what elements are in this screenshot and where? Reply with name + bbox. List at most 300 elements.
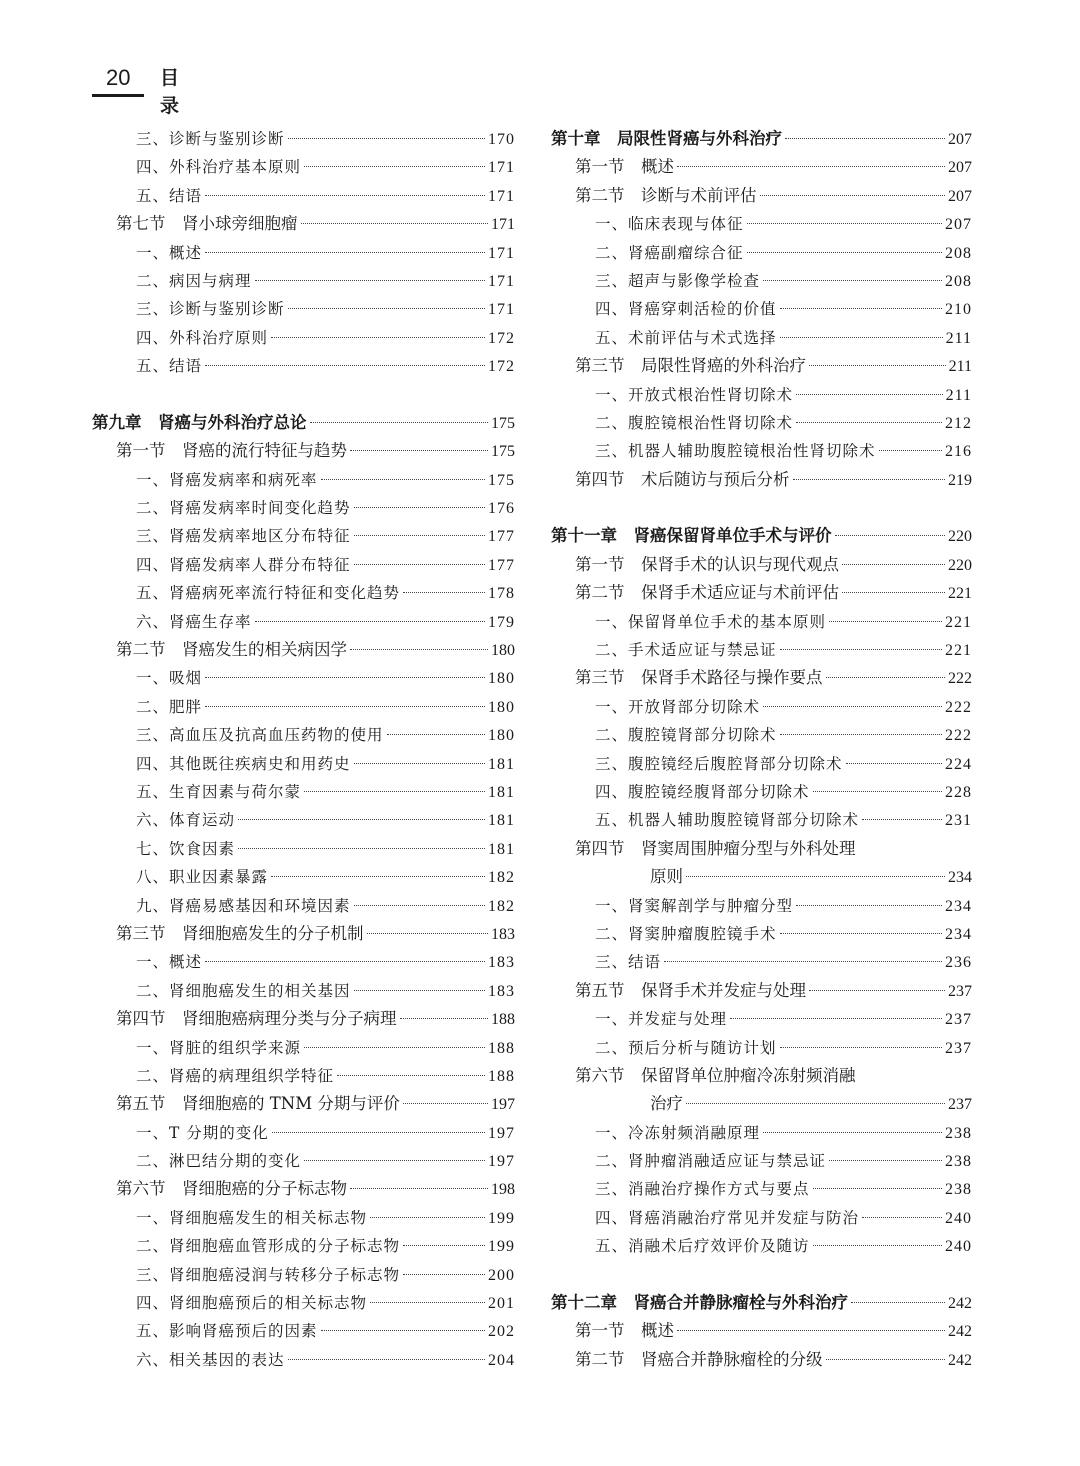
toc-entry-title: 第一节 概述 <box>575 1321 674 1341</box>
toc-page-number: 210 <box>945 301 972 319</box>
toc-item-entry <box>92 267 515 295</box>
toc-entry-title: 一、保留肾单位手术的基本原则 <box>595 612 827 631</box>
toc-page-number: 202 <box>488 1323 515 1341</box>
toc-page-number: 220 <box>948 528 972 546</box>
toc-page-number: 188 <box>491 1011 515 1029</box>
dot-leader <box>763 706 942 707</box>
dot-leader <box>793 479 946 480</box>
toc-item-entry <box>92 948 515 976</box>
toc-item-entry <box>92 693 515 721</box>
toc-page-number: 171 <box>488 301 515 319</box>
toc-entry-title: 二、病因与病理 <box>136 271 252 290</box>
toc-page-number: 238 <box>945 1124 972 1142</box>
dot-leader <box>846 763 942 764</box>
toc-entry-title: 三、诊断与鉴别诊断 <box>136 130 285 148</box>
dot-leader <box>730 1018 942 1019</box>
toc-item-entry <box>551 267 972 295</box>
toc-item-entry <box>92 835 515 863</box>
toc-page-number: 231 <box>945 812 972 830</box>
toc-item-entry <box>92 1317 515 1345</box>
toc-entry-title: 五、术前评估与术式选择 <box>595 328 777 347</box>
toc-section-entry <box>92 437 515 465</box>
toc-entry-title: 一、肾窦解剖学与肿瘤分型 <box>595 896 794 915</box>
toc-entry-title: 三、腹腔镜经后腹腔肾部分切除术 <box>595 754 843 773</box>
toc-entry-title: 二、手术适应证与禁忌证 <box>595 641 777 660</box>
toc-entry-title: 二、肾细胞癌发生的相关基因 <box>136 981 351 1000</box>
toc-section-entry <box>92 210 515 238</box>
dot-leader <box>780 337 943 338</box>
dot-leader <box>370 1217 485 1218</box>
toc-item-entry <box>551 778 972 806</box>
toc-entry-title: 第十章 局限性肾癌与外科治疗 <box>551 129 782 148</box>
dot-leader <box>370 1302 485 1303</box>
toc-item-entry <box>551 239 972 267</box>
toc-section-entry <box>551 551 972 579</box>
toc-cont-entry <box>551 1090 972 1118</box>
dot-leader <box>400 1018 489 1019</box>
toc-item-entry <box>551 636 972 664</box>
toc-page-number: 183 <box>488 954 515 972</box>
toc-page-number: 171 <box>488 159 515 177</box>
toc-entry-title: 一、概述 <box>136 243 203 262</box>
toc-page-number: 240 <box>945 1209 972 1227</box>
toc-section-entry <box>92 1005 515 1033</box>
dot-leader <box>780 933 942 934</box>
toc-page-number: 197 <box>488 1124 515 1142</box>
dot-leader <box>780 1047 942 1048</box>
toc-entry-title: 一、开放式根治性肾切除术 <box>595 385 794 404</box>
toc-entry-title: 四、腹腔镜经腹肾部分切除术 <box>595 782 810 801</box>
toc-entry-title: 二、肥胖 <box>136 697 203 716</box>
dot-leader <box>354 564 485 565</box>
toc-item-entry <box>92 466 515 494</box>
toc-item-entry <box>92 806 515 834</box>
toc-entry-title: 第九章 肾癌与外科治疗总论 <box>92 412 307 432</box>
dot-leader <box>321 479 485 480</box>
dot-leader <box>796 394 943 395</box>
toc-page-number: 177 <box>488 556 515 574</box>
dot-leader <box>403 1245 485 1246</box>
toc-page-number: 178 <box>488 585 515 603</box>
toc-page-number: 242 <box>948 1323 972 1341</box>
dot-leader <box>288 1359 485 1360</box>
toc-page-number: 175 <box>491 443 515 461</box>
toc-item-entry <box>551 1119 972 1147</box>
dot-leader <box>205 365 485 366</box>
toc-page-number: 179 <box>488 613 515 631</box>
toc-entry-title: 一、肾细胞癌发生的相关标志物 <box>136 1208 368 1227</box>
toc-page-number: 198 <box>491 1181 515 1199</box>
toc-cont-entry <box>551 863 972 891</box>
toc-entry-title: 四、肾癌发病率人群分布特征 <box>136 555 351 574</box>
dot-leader <box>763 280 942 281</box>
toc-page-number: 177 <box>488 528 515 546</box>
dot-leader <box>403 592 485 593</box>
toc-page-number: 188 <box>488 1039 515 1057</box>
dot-leader <box>310 422 489 423</box>
dot-leader <box>760 195 946 196</box>
toc-entry-title: 五、生育因素与荷尔蒙 <box>136 782 302 801</box>
dot-leader <box>780 308 942 309</box>
dot-leader <box>403 1274 485 1275</box>
toc-chapter-entry <box>92 409 515 437</box>
toc-entry-title: 第一节 保肾手术的认识与现代观点 <box>575 554 839 574</box>
dot-leader <box>842 564 945 565</box>
toc-item-entry <box>551 750 972 778</box>
toc-item-entry <box>551 381 972 409</box>
toc-entry-title: 五、肾癌病死率流行特征和变化趋势 <box>136 584 401 603</box>
toc-entry-title: 一、并发症与处理 <box>595 1010 728 1029</box>
toc-section-entry <box>551 466 972 494</box>
toc-entry-title: 三、机器人辅助腹腔镜根治性肾切除术 <box>595 442 876 461</box>
toc-spacer <box>551 494 972 522</box>
dot-leader <box>304 1047 485 1048</box>
toc-item-entry <box>92 721 515 749</box>
dot-leader <box>677 1330 945 1331</box>
toc-item-entry <box>92 295 515 323</box>
toc-page-number: 180 <box>491 642 515 660</box>
toc-item-entry <box>92 1289 515 1317</box>
toc-page-number: 234 <box>945 925 972 943</box>
toc-item-entry <box>551 806 972 834</box>
toc-page-number: 180 <box>488 670 515 688</box>
toc-item-entry <box>92 182 515 210</box>
toc-item-entry <box>551 1005 972 1033</box>
dot-leader <box>686 1103 945 1104</box>
toc-page-number: 181 <box>488 755 515 773</box>
toc-page-number: 181 <box>488 840 515 858</box>
toc-page-number: 234 <box>948 869 972 887</box>
dot-leader <box>796 422 942 423</box>
dot-leader <box>826 1359 946 1360</box>
toc-page-number: 197 <box>488 1153 515 1171</box>
toc-item-entry <box>551 409 972 437</box>
toc-entry-title: 一、肾脏的组织学来源 <box>136 1038 302 1057</box>
dot-leader <box>851 1302 945 1303</box>
dot-leader <box>829 1160 942 1161</box>
toc-page-number: 197 <box>491 1096 515 1114</box>
toc-section-entry <box>551 182 972 210</box>
toc-page-number: 211 <box>945 329 972 347</box>
toc-page-number: 221 <box>945 613 972 631</box>
dot-leader <box>354 535 485 536</box>
toc-item-entry <box>92 1346 515 1374</box>
toc-entry-title: 三、结语 <box>595 953 662 972</box>
toc-page-number: 219 <box>948 471 972 489</box>
toc-item-entry <box>551 1204 972 1232</box>
dot-leader <box>829 621 942 622</box>
toc-entry-title: 六、体育运动 <box>136 811 236 830</box>
toc-section-entry <box>551 352 972 380</box>
toc-page-number: 181 <box>488 812 515 830</box>
toc-item-entry <box>551 693 972 721</box>
toc-page-number: 211 <box>948 358 972 376</box>
dot-leader <box>238 819 485 820</box>
dot-leader <box>367 933 489 934</box>
dot-leader <box>862 1217 942 1218</box>
toc-page-number: 181 <box>488 783 515 801</box>
toc-item-entry <box>551 721 972 749</box>
toc-entry-title: 二、预后分析与随访计划 <box>595 1038 777 1057</box>
toc-entry-title: 二、肾细胞癌血管形成的分子标志物 <box>136 1237 401 1256</box>
toc-entry-title: 二、肾癌的病理组织学特征 <box>136 1066 335 1085</box>
toc-item-entry <box>551 295 972 323</box>
toc-page-number: 199 <box>488 1209 515 1227</box>
dot-leader <box>813 1188 942 1189</box>
dot-leader <box>354 763 485 764</box>
dot-leader <box>272 1132 485 1133</box>
toc-page-number: 175 <box>488 471 515 489</box>
toc-item-entry <box>92 664 515 692</box>
page-number: 20 <box>106 65 131 90</box>
toc-page-number: 207 <box>948 159 972 177</box>
toc-entry-title: 二、肾肿瘤消融适应证与禁忌证 <box>595 1152 827 1171</box>
toc-page-number: 171 <box>488 244 515 262</box>
dot-leader <box>780 649 942 650</box>
toc-entry-title: 第六节 肾细胞癌的分子标志物 <box>116 1179 347 1199</box>
dot-leader <box>826 677 946 678</box>
dot-leader <box>350 450 488 451</box>
toc-item-entry <box>92 750 515 778</box>
toc-entry-title: 原则 <box>650 867 683 887</box>
toc-page-number: 211 <box>945 386 972 404</box>
toc-page-number: 208 <box>945 272 972 290</box>
toc-item-entry <box>551 1147 972 1175</box>
toc-page-number: 175 <box>491 414 515 432</box>
toc-entry-title: 第四节 肾窦周围肿瘤分型与外科处理 <box>575 838 856 858</box>
toc-page-number: 207 <box>948 187 972 205</box>
toc-item-entry <box>551 608 972 636</box>
dot-leader <box>862 819 942 820</box>
toc-entry-title: 一、吸烟 <box>136 669 203 688</box>
dot-leader <box>205 706 485 707</box>
dot-leader <box>354 905 485 906</box>
toc-chapter-entry <box>551 1289 972 1317</box>
toc-page-number: 237 <box>948 982 972 1000</box>
toc-item-entry <box>92 1034 515 1062</box>
toc-item-entry <box>92 977 515 1005</box>
toc-entry-title: 一、临床表现与体征 <box>595 215 744 234</box>
toc-page-number: 212 <box>945 414 972 432</box>
toc-entry-title: 四、外科治疗基本原则 <box>136 158 302 177</box>
dot-leader <box>747 252 942 253</box>
toc-left-column <box>92 125 515 1374</box>
toc-item-entry <box>551 892 972 920</box>
toc-page-number: 228 <box>945 783 972 801</box>
toc-section-entry <box>551 664 972 692</box>
toc-entry-title: 一、冷冻射频消融原理 <box>595 1123 761 1142</box>
toc-page-number: 183 <box>491 925 515 943</box>
toc-entry-title: 第一节 肾癌的流行特征与趋势 <box>116 441 347 461</box>
toc-page-number: 188 <box>488 1067 515 1085</box>
toc-entry-title: 三、肾细胞癌浸润与转移分子标志物 <box>136 1265 401 1284</box>
toc-entry-title: 七、饮食因素 <box>136 839 236 858</box>
toc-page-number: 208 <box>945 244 972 262</box>
toc-page-number: 171 <box>488 187 515 205</box>
toc-entry-title: 四、肾细胞癌预后的相关标志物 <box>136 1294 368 1313</box>
dot-leader <box>686 876 945 877</box>
toc-section-entry <box>551 1317 972 1345</box>
dot-leader <box>354 507 485 508</box>
toc-item-entry <box>92 1232 515 1260</box>
dot-leader <box>350 1188 488 1189</box>
toc-entry-title: 四、外科治疗原则 <box>136 328 269 347</box>
dot-leader <box>288 308 485 309</box>
toc-page-number: 238 <box>945 1181 972 1199</box>
toc-entry-title: 九、肾癌易感基因和环境因素 <box>136 896 351 915</box>
dot-leader <box>747 223 942 224</box>
toc-page-number: 183 <box>488 982 515 1000</box>
dot-leader <box>879 450 942 451</box>
toc-entry-title: 第十一章 肾癌保留肾单位手术与评价 <box>551 526 832 546</box>
toc-entry-title: 五、消融术后疗效评价及随访 <box>595 1237 810 1256</box>
toc-page-number: 182 <box>488 897 515 915</box>
toc-item-entry <box>551 324 972 352</box>
toc-item-entry <box>92 1119 515 1147</box>
toc-entry-title: 二、肾窦肿瘤腹腔镜手术 <box>595 924 777 943</box>
toc-entry-title: 一、概述 <box>136 953 203 972</box>
toc-entry-title: 二、淋巴结分期的变化 <box>136 1152 302 1171</box>
toc-section-entry <box>551 153 972 181</box>
toc-page-number: 240 <box>945 1238 972 1256</box>
toc-entry-title: 第二节 诊断与术前评估 <box>575 185 757 205</box>
dot-leader <box>796 905 942 906</box>
toc-item-entry <box>92 1147 515 1175</box>
toc-entry-title: 二、肾癌副瘤综合征 <box>595 243 744 262</box>
toc-page-number: 170 <box>488 131 515 148</box>
toc-section-entry <box>551 1346 972 1374</box>
toc-item-entry <box>92 551 515 579</box>
dot-leader <box>304 166 485 167</box>
dot-leader <box>809 365 946 366</box>
toc-item-entry <box>92 1204 515 1232</box>
toc-section-entry <box>92 920 515 948</box>
toc-page-number: 242 <box>948 1295 972 1313</box>
toc-entry-title: 二、肾癌发病率时间变化趋势 <box>136 499 351 518</box>
toc-page-number: 207 <box>945 216 972 234</box>
toc-entry-title: 第二节 保肾手术适应证与术前评估 <box>575 583 839 603</box>
toc-page-number: 200 <box>488 1266 515 1284</box>
toc-section-entry <box>92 636 515 664</box>
toc-section-entry <box>551 579 972 607</box>
toc-item-entry <box>551 1232 972 1260</box>
toc-page-number: 172 <box>488 358 515 376</box>
toc-entry-title: 三、消融治疗操作方式与要点 <box>595 1180 810 1199</box>
toc-entry-title: 三、超声与影像学检查 <box>595 271 761 290</box>
toc-entry-title: 三、高血压及抗高血压药物的使用 <box>136 726 384 745</box>
toc-entry-title: 一、肾癌发病率和病死率 <box>136 470 318 489</box>
toc-entry-title: 五、结语 <box>136 186 203 205</box>
dot-leader <box>813 791 942 792</box>
toc-page-number: 221 <box>948 585 972 603</box>
toc-page-number: 182 <box>488 869 515 887</box>
toc-item-entry <box>92 239 515 267</box>
toc-page-number: 237 <box>945 1011 972 1029</box>
toc-item-entry <box>92 892 515 920</box>
toc-spacer <box>92 381 515 409</box>
toc-entry-title: 一、T 分期的变化 <box>136 1123 269 1142</box>
toc-item-entry <box>92 1062 515 1090</box>
dot-leader <box>255 621 485 622</box>
toc-item-entry <box>551 948 972 976</box>
toc-page-number: 224 <box>945 755 972 773</box>
toc-entry-title: 第七节 肾小球旁细胞瘤 <box>116 214 298 234</box>
dot-leader <box>842 592 945 593</box>
toc-page-number: 237 <box>945 1039 972 1057</box>
toc-entry-title: 第五节 肾细胞癌的 TNM 分期与评价 <box>116 1094 400 1114</box>
toc-section-entry <box>92 1175 515 1203</box>
toc-entry-title: 第四节 术后随访与预后分析 <box>575 469 790 489</box>
toc-page-number: 237 <box>948 1096 972 1114</box>
header-rule <box>92 94 144 97</box>
toc-entry-title: 一、开放肾部分切除术 <box>595 697 761 716</box>
toc-entry-title: 五、影响肾癌预后的因素 <box>136 1322 318 1341</box>
toc-entry-title: 第三节 肾细胞癌发生的分子机制 <box>116 923 364 943</box>
dot-leader <box>780 734 942 735</box>
page-title: 目录 <box>160 67 180 117</box>
toc-page-number: 199 <box>488 1238 515 1256</box>
toc-item-entry <box>92 522 515 550</box>
dot-leader <box>205 961 485 962</box>
toc-entry-title: 第二节 肾癌发生的相关病因学 <box>116 640 347 660</box>
toc-page-number: 172 <box>488 329 515 347</box>
toc-item-entry <box>92 1261 515 1289</box>
toc-entry-title: 八、职业因素暴露 <box>136 868 269 887</box>
toc-page-number: 234 <box>945 897 972 915</box>
toc-page-number: 201 <box>488 1295 515 1313</box>
dot-leader <box>205 252 485 253</box>
dot-leader <box>664 961 942 962</box>
dot-leader <box>763 1132 942 1133</box>
toc-page-number: 220 <box>948 556 972 574</box>
toc-page-number: 222 <box>945 698 972 716</box>
toc-page-number: 221 <box>945 642 972 660</box>
toc-entry-title: 二、腹腔镜根治性肾切除术 <box>595 413 794 432</box>
toc-right-column <box>551 125 972 1374</box>
toc-page-number: 176 <box>488 500 515 518</box>
dot-leader <box>304 1160 485 1161</box>
toc-entry-title: 第六节 保留肾单位肿瘤冷冻射频消融 <box>575 1065 856 1085</box>
dot-leader <box>403 1103 488 1104</box>
toc-entry-title: 第二节 肾癌合并静脉瘤栓的分级 <box>575 1349 823 1369</box>
toc-entry-title: 四、其他既往疾病史和用药史 <box>136 754 351 773</box>
toc-item-entry <box>551 920 972 948</box>
dot-leader <box>271 337 485 338</box>
toc-item-entry <box>92 778 515 806</box>
dot-leader <box>321 1330 485 1331</box>
toc-chapter-entry <box>551 522 972 550</box>
toc-entry-title: 五、结语 <box>136 357 203 376</box>
toc-entry-title: 治疗 <box>650 1094 683 1114</box>
toc-entry-title: 第五节 保肾手术并发症与处理 <box>575 980 806 1000</box>
dot-leader <box>238 848 485 849</box>
toc-item-entry <box>92 125 515 153</box>
toc-page-number: 216 <box>945 443 972 461</box>
toc-section-entry <box>551 835 972 863</box>
toc-page-number: 222 <box>948 670 972 688</box>
toc-entry-title: 四、肾癌消融治疗常见并发症与防治 <box>595 1208 860 1227</box>
toc-item-entry <box>551 437 972 465</box>
toc-page-number: 238 <box>945 1153 972 1171</box>
toc-item-entry <box>92 324 515 352</box>
toc-section-entry <box>551 977 972 1005</box>
toc-entry-title: 第一节 概述 <box>575 157 674 177</box>
toc-chapter-entry <box>551 125 972 153</box>
toc-entry-title: 三、诊断与鉴别诊断 <box>136 300 285 319</box>
toc-page-number: 180 <box>488 727 515 745</box>
dot-leader <box>271 876 485 877</box>
dot-leader <box>288 138 485 139</box>
